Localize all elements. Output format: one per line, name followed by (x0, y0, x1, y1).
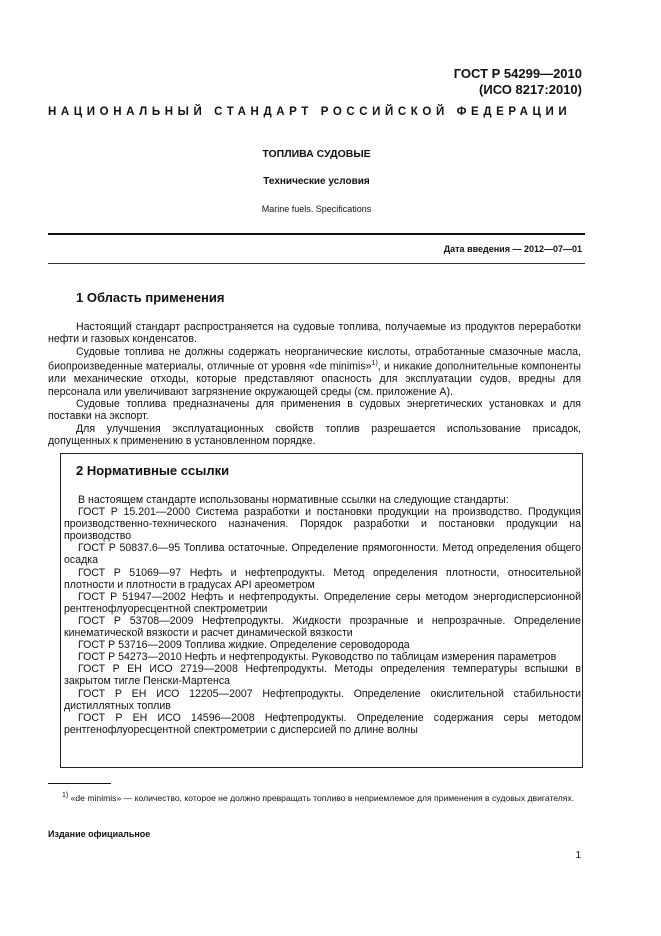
english-title: Marine fuels. Specifications (261, 204, 372, 214)
thin-divider (48, 263, 585, 264)
page-number: 1 (575, 850, 581, 861)
paragraph: Настоящий стандарт распространяется на судовые топлива, получаемые из продуктов переработки нефти и газовых конденсатов. (48, 321, 581, 346)
footnote-text: «de minimis» — количество, которое не должно превращать топливо в неприемлемое для применения в судовых двигателях. (70, 792, 575, 803)
document-title: ТОПЛИВА СУДОВЫЕ (262, 148, 371, 160)
reference-item: ГОСТ Р 51947—2002 Нефть и нефтепродукты. Определение серы методом энергодисперсионной рентгенофлуоресцентной спектрометрии (64, 590, 581, 615)
introduction-date: Дата введения — 2012—07—01 (443, 244, 582, 254)
footnote (48, 789, 581, 805)
paragraph: Судовые топлива не должны содержать неорганические кислоты, отработанные смазочные масла, биопроизведенные материалы, отличные от уровня «de minimis»$^{1)}$, и никакие дополнительные компоненты или механические отходы, которые представляют опасность для эксплуатации судов, вредны для персонала или увеличивают загрязнение окружающей среды (см. приложение А). (48, 345, 581, 398)
footnote-divider (48, 783, 111, 784)
section-1-body (48, 321, 581, 448)
reference-item: ГОСТ Р 51069—97 Нефть и нефтепродукты. Метод определения плотности, относительной плотности и плотности в градусах API ареометром (64, 566, 581, 591)
reference-item: ГОСТ Р 53716—2009 Топлива жидкие. Определение сероводорода (78, 639, 410, 652)
section-1-heading: 1 Область применения (76, 290, 225, 305)
document-subtitle: Технические условия (263, 176, 370, 187)
national-standard-heading: НАЦИОНАЛЬНЫЙ СТАНДАРТ РОССИЙСКОЙ ФЕДЕРАЦИИ (48, 106, 572, 118)
official-edition-label: Издание официальное (48, 829, 151, 839)
reference-item: ГОСТ Р 54273—2010 Нефть и нефтепродукты. Руководство по таблицам измерения параметров (78, 651, 557, 664)
thick-divider (48, 233, 585, 235)
reference-item: ГОСТ Р 53708—2009 Нефтепродукты. Жидкости прозрачные и непрозрачные. Определение кинематической вязкости и расчет динамической вязкости (64, 614, 581, 640)
reference-item: ГОСТ Р ЕН ИСО 14596—2008 Нефтепродукты. Определение содержания серы методом рентгенофлуоресцентной спектрометрии с дисперсией по длине волны (64, 711, 581, 736)
normative-references-list (64, 494, 581, 736)
paragraph: Для улучшения эксплуатационных свойств топлив разрешается использование присадок, допущенных к применению в установленном порядке. (48, 422, 581, 448)
reference-item: ГОСТ Р 15.201—2000 Система разработки и постановки продукции на производство. Продукция производственно-технического назначения. Порядок разработки и постановки продукции на производство (64, 506, 581, 543)
reference-item: ГОСТ Р ЕН ИСО 12205—2007 Нефтепродукты. Определение окислительной стабильности дистиллятных топлив (64, 687, 581, 712)
footnote-marker: 1) (371, 360, 378, 368)
references-intro: В настоящем стандарте использованы нормативные ссылки на следующие стандарты: (78, 494, 509, 506)
iso-code: (ИСО 8217:2010) (479, 82, 582, 97)
reference-item: ГОСТ Р 50837.6—95 Топлива остаточные. Определение прямогонности. Метод определения общего осадка (64, 542, 581, 567)
paragraph: Судовые топлива предназначены для применения в судовых энергетических установках и для поставки на экспорт. (48, 397, 581, 423)
standard-code: ГОСТ Р 54299—2010 (453, 66, 582, 81)
footnote-number: 1) (62, 792, 69, 799)
reference-item: ГОСТ Р ЕН ИСО 2719—2008 Нефтепродукты. Методы определения температуры вспышки в закрытом тигле Пенски-Мартенса (64, 663, 581, 688)
section-2-heading: 2 Нормативные ссылки (76, 463, 230, 478)
